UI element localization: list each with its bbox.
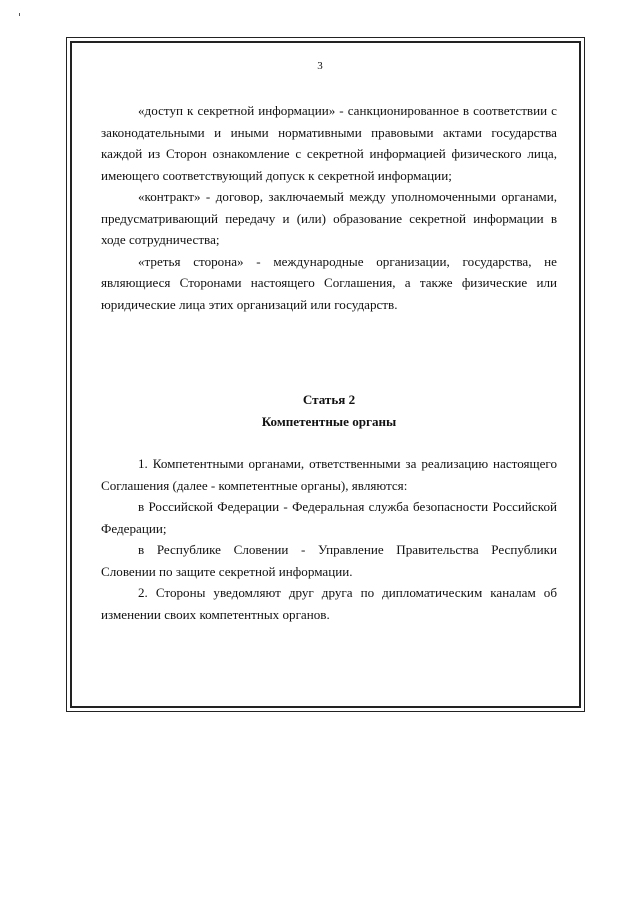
scan-speck bbox=[19, 13, 20, 16]
clause-paragraph: 2. Стороны уведомляют друг друга по дипломатическим каналам об изменении своих компетентных органов. bbox=[101, 585, 557, 622]
clause-paragraph: в Российской Федерации - Федеральная служба безопасности Российской Федерации; bbox=[101, 499, 557, 536]
clause-paragraph: 1. Компетентными органами, ответственными за реализацию настоящего Соглашения (далее - компетентные органы), являются: bbox=[101, 456, 557, 493]
section-spacer bbox=[101, 315, 557, 389]
document-body bbox=[101, 100, 557, 625]
page-number: 3 bbox=[317, 60, 323, 72]
definition-paragraph: «доступ к секретной информации» - санкционированное в соответствии с законодательными и иными нормативными правовыми актами государства каждой из Сторон ознакомление с секретной информацией физического лица, имеющего соответствующий допуск к секретной информации; bbox=[101, 103, 557, 183]
article-title: Компетентные органы bbox=[261, 413, 397, 429]
definition-paragraph: «третья сторона» - международные организации, государства, не являющиеся Сторонами настоящего Соглашения, а также физические или юридические лица этих организаций или государств. bbox=[101, 253, 557, 312]
clause-paragraph: в Республике Словении - Управление Правительства Республики Словении по защите секретной информации. bbox=[101, 542, 557, 579]
section-spacer bbox=[101, 432, 557, 453]
definition-paragraph: «контракт» - договор, заключаемый между уполномоченными органами, предусматривающий передачу и (или) образование секретной информации в ходе сотрудничества; bbox=[101, 189, 557, 247]
article-number: Статья 2 bbox=[302, 392, 356, 407]
